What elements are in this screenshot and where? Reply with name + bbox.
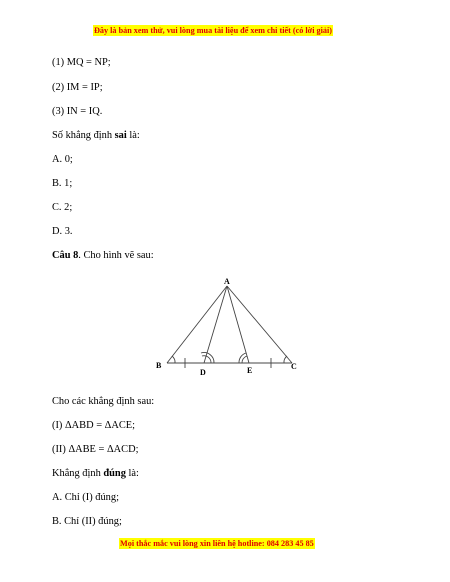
statement-3: (3) IN = IQ. <box>52 106 103 117</box>
angle-mark-d-2 <box>201 353 214 363</box>
option-b-prev: B. 1; <box>52 178 73 189</box>
claim-2: (II) ΔABE = ΔACD; <box>52 444 139 455</box>
angle-mark-d-1 <box>202 356 211 363</box>
option-c-prev: C. 2; <box>52 202 73 213</box>
claim-1: (I) ΔABD = ΔACE; <box>52 420 136 431</box>
point-label-d: D <box>200 368 206 377</box>
point-label-e: E <box>247 366 253 375</box>
question-8-text: . Cho hình vẽ sau: <box>78 250 154 261</box>
segment-ab <box>167 286 227 363</box>
question-prev-prefix: Số khẳng định <box>52 130 115 141</box>
option-b-next: B. Chỉ (II) đúng; <box>52 516 122 527</box>
statement-1: (1) MQ = NP; <box>52 57 111 68</box>
option-a-next: A. Chỉ (I) đúng; <box>52 492 119 503</box>
segment-ad <box>204 286 227 363</box>
segment-ae <box>227 286 249 363</box>
point-label-b: B <box>156 361 162 370</box>
header-banner: Đây là bản xem thử, vui lòng mua tài liệu để xem chi tiết (có lời giải) <box>94 26 333 35</box>
question-8-label: Câu 8 <box>52 250 79 261</box>
segment-ac <box>227 286 292 363</box>
footer-banner: Mọi thắc mắc vui lòng xin liên hệ hotline: 084 283 45 85 <box>120 539 314 548</box>
point-label-c: C <box>291 362 297 371</box>
angle-mark-b <box>172 356 175 363</box>
question-prev-suffix: là: <box>126 130 140 141</box>
question-prev-emphasis: sai <box>114 130 127 141</box>
option-a-prev: A. 0; <box>52 154 73 165</box>
option-d-prev: D. 3. <box>52 226 73 237</box>
statement-2: (2) IM = IP; <box>52 82 103 93</box>
question-next-prefix: Khẳng định <box>52 468 104 479</box>
angle-mark-e-1 <box>242 356 247 363</box>
question-next <box>52 467 139 480</box>
point-label-a: A <box>224 277 230 286</box>
question-next-emphasis: đúng <box>103 468 126 479</box>
claims-intro: Cho các khẳng định sau: <box>52 396 155 407</box>
question-next-suffix: là: <box>125 468 139 479</box>
